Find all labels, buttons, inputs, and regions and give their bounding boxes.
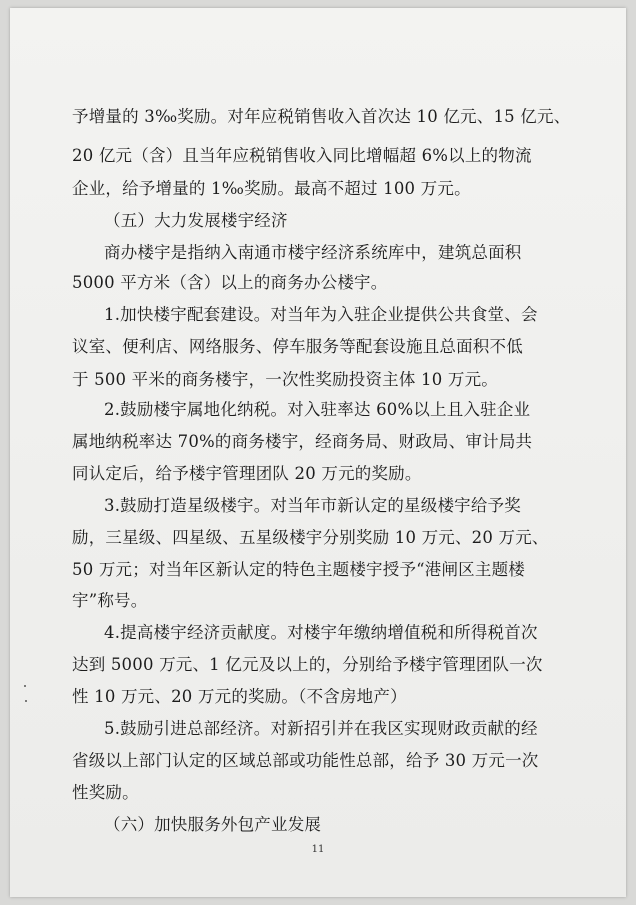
- item-1-line-2: 议室、便利店、网络服务、停车服务等配套设施且总面积不低: [72, 337, 523, 356]
- binding-hole-dot: [25, 700, 27, 702]
- item-4-line-2: 达到 5000 万元、1 亿元及以上的，分别给予楼宇管理团队一次: [72, 655, 543, 674]
- item-1-line-3: 于 500 平米的商务楼宇，一次性奖励投资主体 10 万元。: [72, 370, 498, 389]
- text-line-6: 5000 平方米（含）以上的商务办公楼宇。: [72, 273, 388, 292]
- item-5-line-3: 性奖励。: [72, 783, 139, 802]
- item-1-line-1: 1.加快楼宇配套建设。对当年为入驻企业提供公共食堂、会: [104, 305, 538, 324]
- item-5-line-2: 省级以上部门认定的区域总部或功能性总部，给予 30 万元一次: [72, 751, 539, 770]
- page-number: 11: [311, 844, 325, 855]
- text-line-1: 予增量的 3‰奖励。对年应税销售收入首次达 10 亿元、15 亿元、: [72, 107, 571, 126]
- item-3-line-3: 50 万元；对当年区新认定的特色主题楼宇授予“港闸区主题楼: [72, 560, 525, 579]
- item-5-line-1: 5.鼓励引进总部经济。对新招引并在我区实现财政贡献的经: [104, 719, 538, 738]
- text-line-2: 20 亿元（含）且当年应税销售收入同比增幅超 6%以上的物流: [72, 146, 532, 165]
- text-line-3: 企业，给予增量的 1‰奖励。最高不超过 100 万元。: [72, 179, 471, 198]
- item-3-line-4: 宇”称号。: [72, 591, 148, 610]
- binding-hole-dot: [24, 685, 26, 687]
- item-4-line-1: 4.提高楼宇经济贡献度。对楼宇年缴纳增值税和所得税首次: [104, 623, 538, 642]
- item-3-line-2: 励，三星级、四星级、五星级楼宇分别奖励 10 万元、20 万元、: [72, 528, 549, 547]
- item-2-line-3: 同认定后，给予楼宇管理团队 20 万元的奖励。: [72, 464, 422, 483]
- section-heading-6: （六）加快服务外包产业发展: [104, 815, 322, 834]
- item-2-line-1: 2.鼓励楼宇属地化纳税。对入驻率达 60%以上且入驻企业: [104, 400, 531, 419]
- section-heading-5: （五）大力发展楼宇经济: [104, 211, 288, 230]
- item-4-line-3: 性 10 万元、20 万元的奖励。（不含房地产）: [72, 687, 407, 706]
- item-2-line-2: 属地纳税率达 70%的商务楼宇，经商务局、财政局、审计局共: [72, 432, 533, 451]
- text-line-5: 商办楼宇是指纳入南通市楼宇经济系统库中，建筑总面积: [104, 243, 522, 262]
- item-3-line-1: 3.鼓励打造星级楼宇。对当年市新认定的星级楼宇给予奖: [104, 496, 521, 515]
- document-page: [10, 8, 626, 897]
